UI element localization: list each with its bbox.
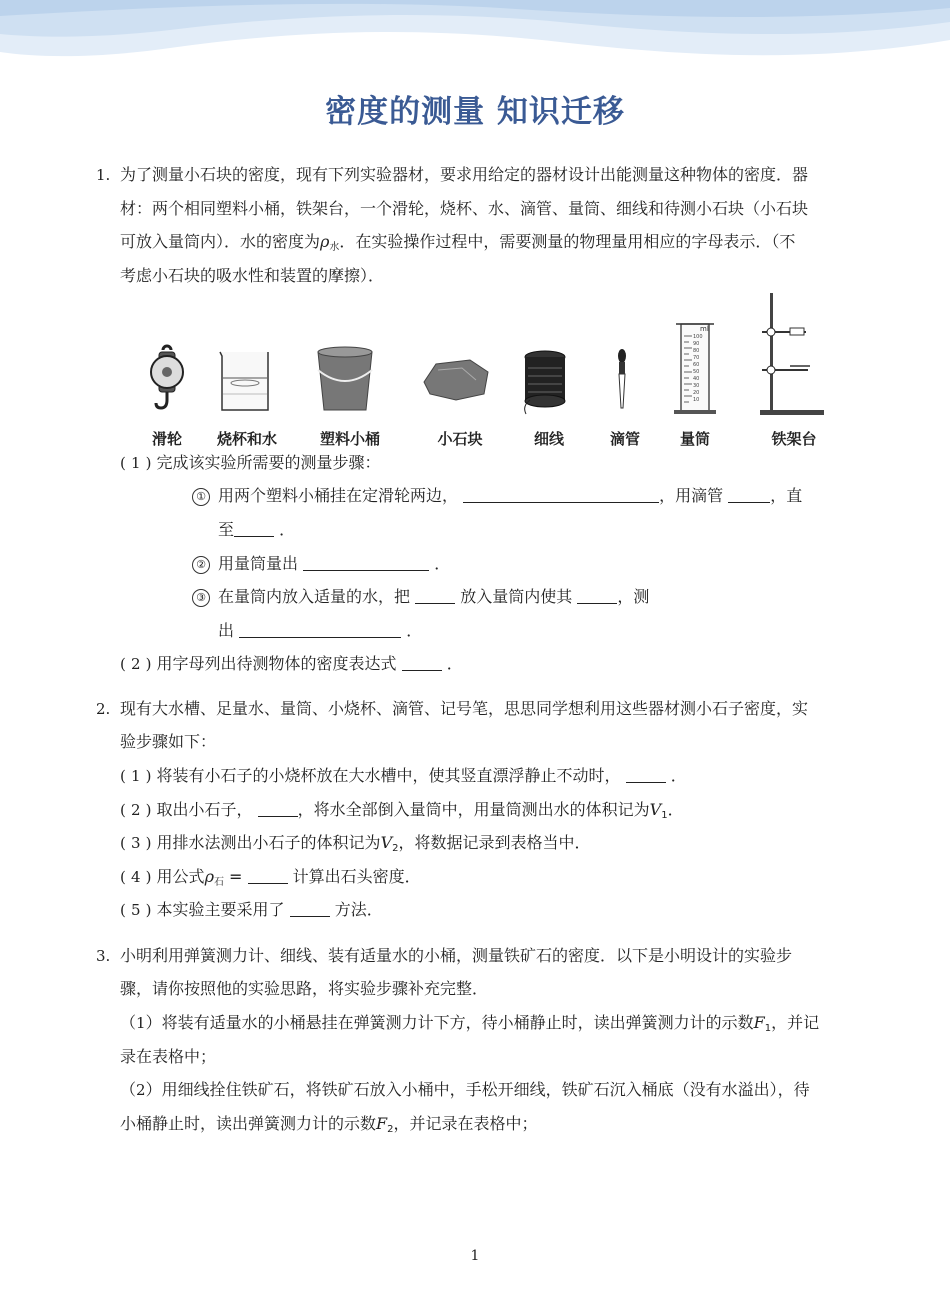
question-3: 3. 小明利用弹簧测力计、细线、装有适量水的小桶，测量铁矿石的密度．以下是小明设计的实验步 骤，请你按照他的实验思路，将实验步骤补充完整． （1）将装有适量水的小桶悬挂在弹簧测力计下方，待小桶静止时，读出弹簧测力计的示数$F_1$，并记 录在表格中； （2）用细线拴住铁矿石，将铁矿石放入小桶中，手松开细线，铁矿石沉入桶底（没有水溢出），待 小桶静止时，读出弹簧测力计的示数$F_2$，并记录在表格中； xyxy=(96,946,820,1135)
equals-sign: = xyxy=(223,867,248,886)
q3-stem-line2: 骤，请你按照他的实验思路，将实验步骤补充完整． xyxy=(120,979,489,998)
measuring-cylinder-icon xyxy=(674,324,716,414)
page-title: 密度的测量 知识迁移 xyxy=(325,94,625,130)
q2-step2-text: ，将水全部倒入量筒中，用量筒测出水的体积记为 xyxy=(297,800,650,819)
q2-step5-text: 方法． xyxy=(334,900,383,919)
q3-step1-text: ，并记 xyxy=(771,1013,820,1032)
step-label: 5 xyxy=(130,901,141,919)
dropper-icon xyxy=(618,349,626,408)
answer-blank[interactable] xyxy=(402,652,442,671)
q1-step3-text: 出 xyxy=(218,621,235,640)
answer-blank[interactable] xyxy=(258,798,298,817)
q1-stem-line4: 考虑小石块的吸水性和装置的摩擦）． xyxy=(120,266,385,285)
header-wave xyxy=(0,0,950,70)
q1-step1-text: ，用滴管 xyxy=(659,486,724,505)
step-label: 2 xyxy=(130,801,141,819)
q2-step1-text: 将装有小石子的小烧杯放在大水槽中，使其竖直漂浮静止不动时， xyxy=(156,766,621,785)
q3-step2-text: ，并记录在表格中； xyxy=(393,1114,538,1133)
equipment-label: 烧杯和水 xyxy=(216,430,278,448)
step-marker: ③ xyxy=(192,589,210,607)
answer-blank[interactable] xyxy=(577,585,617,604)
equipment-label: 小石块 xyxy=(437,430,483,448)
cylinder-tick: 70 xyxy=(693,355,700,361)
cylinder-tick: 20 xyxy=(693,390,700,396)
answer-blank[interactable] xyxy=(234,518,274,537)
q1-part2-text: 用字母列出待测物体的密度表达式 xyxy=(156,654,397,673)
answer-blank[interactable] xyxy=(626,764,666,783)
q1-step1-text: 至 xyxy=(218,520,235,539)
equipment-label: 细线 xyxy=(533,430,565,448)
v2-symbol: V xyxy=(380,833,393,852)
q1-stem-line2: 材：两个相同塑料小桶，铁架台，一个滑轮，烧杯、水、滴管、量筒、细线和待测小石块（小石块 xyxy=(120,199,809,218)
answer-blank[interactable] xyxy=(415,585,455,604)
part-label: 2 xyxy=(130,655,141,673)
equipment-label: 铁架台 xyxy=(771,430,817,448)
q3-step2-text: 小桶静止时，读出弹簧测力计的示数 xyxy=(120,1114,377,1133)
q1-stem-line1: 为了测量小石块的密度，现有下列实验器材，要求用给定的器材设计出能测量这种物体的密度．器 xyxy=(120,165,809,184)
question-number: 2. xyxy=(96,700,111,718)
q2-step5-text: 本实验主要采用了 xyxy=(156,900,285,919)
answer-blank[interactable] xyxy=(290,898,330,917)
answer-blank[interactable] xyxy=(248,865,288,884)
equipment-label: 滴管 xyxy=(609,430,641,448)
q2-step2-text: 取出小石子， xyxy=(156,800,253,819)
q1-stem-line3a: 可放入量筒内）．水的密度为 xyxy=(120,232,321,251)
question-2: 2. 现有大水槽、足量水、量筒、小烧杯、滴管、记号笔，思思同学想利用这些器材测小石子密度，实 验步骤如下： ( 1 ) 将装有小石子的小烧杯放在大水槽中，使其竖直漂浮静止不动时， ． ( 2 ) 取出小石子， ，将水全部倒入量筒中，用量筒测出水的体积记为$V_1$． ( 3 ) 用排水法测出小石子的体积记为$V_2$，将数据记录到表格当中． ( 4 ) 用公式$\rho_石$ = 计算出石头密度． ( 5 ) 本实验主要采用了 方法． xyxy=(96,699,809,919)
equipment-figure xyxy=(0,290,950,450)
stone-icon xyxy=(424,360,488,400)
period: ． xyxy=(670,766,687,785)
f2-subscript: 2 xyxy=(387,1124,394,1135)
q3-stem-line1: 小明利用弹簧测力计、细线、装有适量水的小桶，测量铁矿石的密度．以下是小明设计的实验步 xyxy=(120,946,793,965)
q2-step3-text: ，将数据记录到表格当中． xyxy=(398,833,591,852)
f1-symbol: F xyxy=(753,1013,765,1032)
period: ． xyxy=(667,800,684,819)
q1-step2-text: 用量筒量出 xyxy=(218,554,299,573)
step-label: 1 xyxy=(130,767,141,785)
q1-step1-text: 用两个塑料小桶挂在定滑轮两边， xyxy=(218,486,459,505)
cylinder-tick: 80 xyxy=(693,348,700,354)
f1-subscript: 1 xyxy=(764,1023,772,1034)
q2-step4-text: 用公式 xyxy=(156,867,205,886)
q2-stem-line2: 验步骤如下： xyxy=(120,732,217,751)
question-number: 1. xyxy=(96,166,111,184)
step-marker: ① xyxy=(192,488,210,506)
q1-stem-line3b: ．在实验操作过程中，需要测量的物理量用相应的字母表示．（不 xyxy=(339,232,796,251)
cylinder-tick: 100 xyxy=(693,334,703,340)
bucket-icon xyxy=(318,347,372,410)
step-label: 1 xyxy=(136,1014,146,1032)
step-label: 3 xyxy=(130,834,141,852)
answer-blank[interactable] xyxy=(303,552,429,571)
rho-subscript: 石 xyxy=(213,877,224,888)
step-label: 4 xyxy=(130,868,141,886)
cylinder-tick: 30 xyxy=(693,383,700,389)
rho-subscript: 水 xyxy=(329,242,340,253)
q1-step3-text: 在量筒内放入适量的水，把 xyxy=(218,587,411,606)
beaker-icon xyxy=(220,352,268,410)
cylinder-tick: 10 xyxy=(693,397,700,403)
q1-step3-text: 放入量筒内使其 xyxy=(460,587,573,606)
v1-symbol: V xyxy=(649,800,662,819)
answer-blank[interactable] xyxy=(463,484,659,503)
answer-blank[interactable] xyxy=(239,619,401,638)
cylinder-tick: 90 xyxy=(693,341,700,347)
q3-step2-text: 用细线拴住铁矿石，将铁矿石放入小桶中，手松开细线，铁矿石沉入桶底（没有水溢出），待 xyxy=(161,1080,810,1099)
rho-symbol: ρ xyxy=(204,867,214,886)
equipment-illustrations xyxy=(0,290,950,425)
page-number: 1 xyxy=(470,1248,480,1264)
cylinder-tick: 60 xyxy=(693,362,700,368)
period: ． xyxy=(406,621,423,640)
equipment-label: 滑轮 xyxy=(151,430,183,448)
q3-step1-text: 将装有适量水的小桶悬挂在弹簧测力计下方，待小桶静止时，读出弹簧测力计的示数 xyxy=(161,1013,754,1032)
v2-subscript: 2 xyxy=(392,843,399,854)
q2-step3-text: 用排水法测出小石子的体积记为 xyxy=(156,833,381,852)
period: ． xyxy=(446,654,463,673)
v1-subscript: 1 xyxy=(661,810,668,821)
question-1-parts: ( 1 ) 完成该实验所需要的测量步骤： ① 用两个塑料小桶挂在定滑轮两边， ，用滴管 ，直 至 ． ② 用量筒量出 ． ③ 在量筒内放入适量的水，把 放入量筒内使其 ，测 出 ． ( 2 ) 用字母列出待测物体的密度表达式 ． xyxy=(120,453,803,673)
period: ． xyxy=(279,520,296,539)
iron-stand-icon xyxy=(760,293,824,415)
q3-step1-text: 录在表格中； xyxy=(120,1047,217,1066)
cylinder-tick: 50 xyxy=(693,369,700,375)
rho-symbol: ρ xyxy=(320,232,330,251)
period: ． xyxy=(434,554,451,573)
q2-stem-line1: 现有大水槽、足量水、量筒、小烧杯、滴管、记号笔，思思同学想利用这些器材测小石子密度，实 xyxy=(120,699,809,718)
equipment-label: 量筒 xyxy=(679,430,711,448)
step-marker: ② xyxy=(192,556,210,574)
cylinder-tick: 40 xyxy=(693,376,700,382)
thread-spool-icon xyxy=(525,351,565,414)
pulley-icon xyxy=(151,346,183,408)
part-label: 1 xyxy=(130,454,141,472)
question-number: 3. xyxy=(96,947,111,965)
equipment-label: 塑料小桶 xyxy=(319,430,381,448)
f2-symbol: F xyxy=(376,1114,388,1133)
q1-step1-text: ，直 xyxy=(770,486,803,505)
q2-step4-text: 计算出石头密度． xyxy=(292,867,421,886)
q1-step3-text: ，测 xyxy=(617,587,650,606)
cylinder-unit: ml xyxy=(700,325,709,333)
step-label: 2 xyxy=(136,1081,146,1099)
answer-blank[interactable] xyxy=(728,484,770,503)
q1-part1-text: 完成该实验所需要的测量步骤： xyxy=(156,453,381,472)
